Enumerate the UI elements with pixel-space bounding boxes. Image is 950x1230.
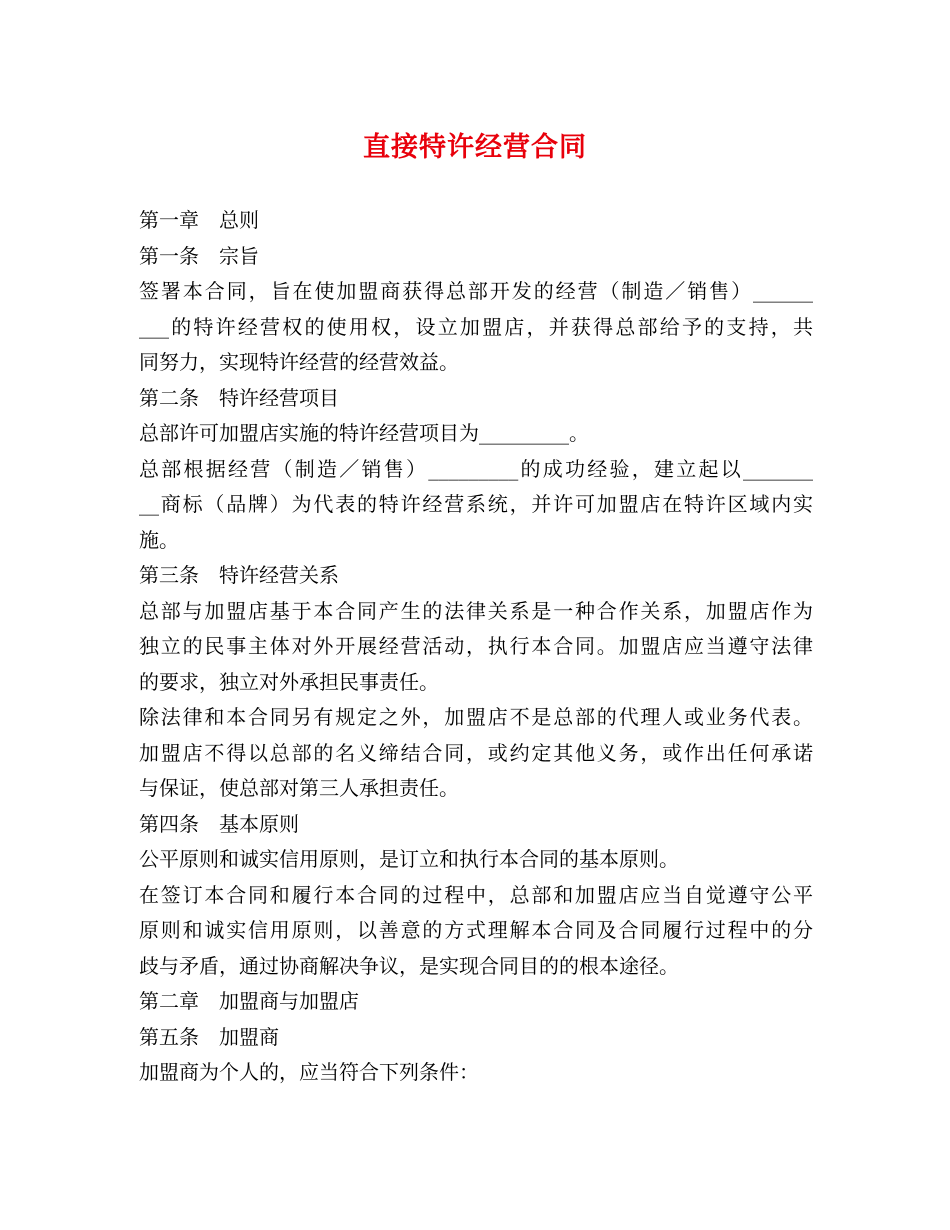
paragraph-line: 总部根据经营（制造／销售）_________的成功经验，建立起以_______ <box>139 456 813 481</box>
paragraph-line: 同努力，实现特许经营的经营效益。 <box>139 350 459 374</box>
paragraph-line: 总部许可加盟店实施的特许经营项目为_________。 <box>139 421 589 445</box>
paragraph-line: 公平原则和诚实信用原则，是订立和执行本合同的基本原则。 <box>139 847 679 871</box>
section-heading: 第一章 总则 <box>139 208 259 232</box>
paragraph-line: 签署本合同，旨在使加盟商获得总部开发的经营（制造／销售）______ <box>139 279 813 303</box>
section-heading: 第四条 基本原则 <box>139 811 299 836</box>
paragraph-line: __商标（品牌）为代表的特许经营系统，并许可加盟店在特许区域内实 <box>139 492 813 516</box>
section-heading: 第二条 特许经营项目 <box>139 385 339 410</box>
paragraph-line: 加盟店不得以总部的名义缔结合同，或约定其他义务，或作出任何承诺 <box>139 740 813 765</box>
document-title: 直接特许经营合同 <box>363 132 587 163</box>
paragraph-line: 独立的民事主体对外开展经营活动，执行本合同。加盟店应当遵守法律 <box>139 634 813 658</box>
paragraph-line: ___的特许经营权的使用权，设立加盟店，并获得总部给予的支持，共 <box>139 314 813 339</box>
section-heading: 第一条 宗旨 <box>139 243 259 268</box>
paragraph-line: 与保证，使总部对第三人承担责任。 <box>139 776 459 800</box>
paragraph-line: 在签订本合同和履行本合同的过程中，总部和加盟店应当自觉遵守公平 <box>139 882 813 907</box>
paragraph-line: 除法律和本合同另有规定之外，加盟店不是总部的代理人或业务代表。 <box>139 705 813 729</box>
section-heading: 第二章 加盟商与加盟店 <box>139 989 359 1013</box>
paragraph-line: 歧与矛盾，通过协商解决争议，是实现合同目的的根本途径。 <box>139 953 679 978</box>
paragraph-line: 总部与加盟店基于本合同产生的法律关系是一种合作关系，加盟店作为 <box>139 598 813 623</box>
contract-body <box>139 203 813 1091</box>
paragraph-line: 原则和诚实信用原则，以善意的方式理解本合同及合同履行过程中的分 <box>139 918 813 942</box>
section-heading: 第三条 特许经营关系 <box>139 563 339 587</box>
paragraph-line: 的要求，独立对外承担民事责任。 <box>139 669 439 694</box>
paragraph-line: 加盟商为个人的，应当符合下列条件： <box>139 1060 479 1084</box>
paragraph-line: 施。 <box>139 527 179 552</box>
section-heading: 第五条 加盟商 <box>139 1024 279 1049</box>
